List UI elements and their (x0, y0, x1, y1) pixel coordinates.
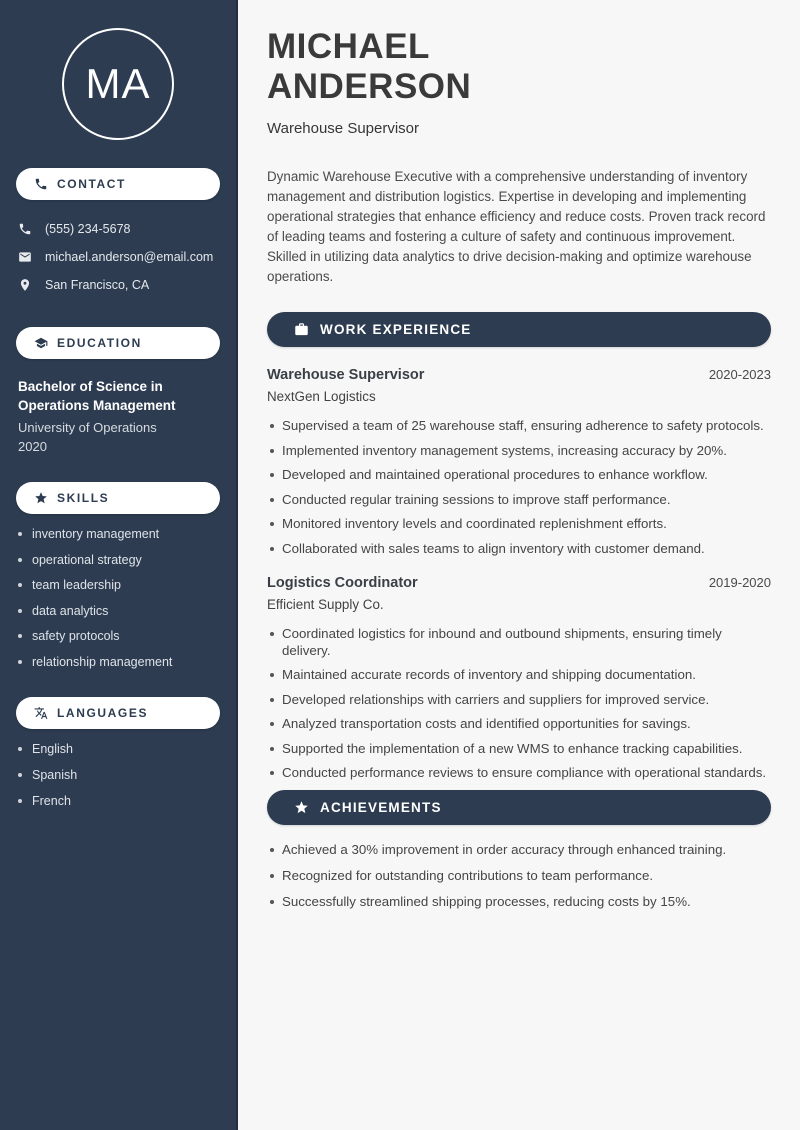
job-bullet: Conducted regular training sessions to improve staff performance. (267, 492, 771, 509)
star-icon (34, 491, 48, 505)
education-degree: Bachelor of Science in Operations Management (18, 379, 176, 413)
avatar (62, 28, 174, 140)
languages-list (16, 742, 220, 808)
job-entry (267, 367, 771, 557)
candidate-name (267, 27, 771, 107)
education-entry (16, 377, 220, 454)
achievements-title: ACHIEVEMENTS (320, 799, 442, 815)
star-icon (294, 800, 309, 815)
job-bullet: Monitored inventory levels and coordinated replenishment efforts. (267, 516, 771, 533)
achievement-bullet: Recognized for outstanding contributions to team performance. (267, 868, 771, 885)
job-bullet: Developed and maintained operational procedures to enhance workflow. (267, 467, 771, 484)
job-dates: 2020-2023 (708, 367, 771, 382)
contact-location-text: San Francisco, CA (45, 278, 150, 292)
job-entry (267, 575, 771, 782)
first-name: MICHAEL (267, 27, 430, 66)
candidate-job-title: Warehouse Supervisor (267, 120, 420, 137)
languages-section-header (16, 697, 220, 729)
job-bullet: Collaborated with sales teams to align inventory with customer demand. (267, 541, 771, 558)
job-bullet-list (267, 626, 771, 782)
job-bullet: Analyzed transportation costs and identified opportunities for savings. (267, 716, 771, 733)
job-header (267, 575, 771, 591)
last-name: ANDERSON (267, 67, 472, 106)
languages-section-title: LANGUAGES (57, 705, 149, 720)
sidebar (0, 0, 238, 1130)
contact-phone (16, 215, 220, 243)
summary-paragraph: Dynamic Warehouse Executive with a comprehensive understanding of inventory management and distribution logistics. Expertise in developing and implementing operational strategies that enhance efficiency and reduce costs. Proven track record of leading teams and fostering a culture of safety and continuous improvement. Skilled in utilizing data analytics to drive decision-making and optimize warehouse operations. (267, 169, 766, 284)
job-name: Logistics Coordinator (267, 575, 418, 591)
skill-item: inventory management (18, 527, 218, 541)
work-experience-title: WORK EXPERIENCE (320, 322, 472, 337)
contact-section-title: CONTACT (57, 177, 126, 191)
job-bullet: Supported the implementation of a new WMS to enhance tracking capabilities. (267, 741, 771, 758)
job-bullet: Coordinated logistics for inbound and outbound shipments, ensuring timely delivery. (267, 626, 771, 659)
work-experience-section-header (267, 312, 771, 347)
job-bullet: Maintained accurate records of inventory and shipping documentation. (267, 667, 771, 684)
skills-list (16, 527, 220, 669)
contact-email-text: michael.anderson@email.com (45, 250, 214, 264)
language-item: Spanish (18, 768, 218, 782)
achievements-section-header (267, 790, 771, 825)
job-bullet: Developed relationships with carriers and suppliers for improved service. (267, 692, 771, 709)
translate-icon (34, 706, 48, 720)
language-item: French (18, 794, 218, 808)
education-year: 2020 (18, 439, 47, 454)
job-bullet: Implemented inventory management systems, increasing accuracy by 20%. (267, 443, 771, 460)
language-item: English (18, 742, 218, 756)
skill-item: relationship management (18, 655, 218, 669)
education-section-title: EDUCATION (57, 336, 142, 350)
achievements-list (267, 842, 771, 911)
avatar-initials: MA (85, 60, 151, 107)
job-dates: 2019-2020 (708, 575, 771, 590)
job-company: NextGen Logistics (267, 389, 376, 404)
job-name: Warehouse Supervisor (267, 367, 425, 383)
achievement-bullet: Achieved a 30% improvement in order accuracy through enhanced training. (267, 842, 771, 859)
job-bullet: Conducted performance reviews to ensure compliance with operational standards. (267, 765, 771, 782)
phone-icon (34, 177, 48, 191)
education-section-header (16, 327, 220, 359)
contact-email (16, 243, 220, 271)
education-school: University of Operations (18, 420, 157, 435)
skills-section-title: SKILLS (57, 491, 110, 505)
contact-section-header (16, 168, 220, 200)
mail-icon (18, 250, 32, 264)
skill-item: data analytics (18, 604, 218, 618)
briefcase-icon (294, 322, 309, 337)
contact-location (16, 271, 220, 299)
achievement-bullet: Successfully streamlined shipping processes, reducing costs by 15%. (267, 894, 771, 911)
graduation-cap-icon (34, 336, 48, 350)
skills-section-header (16, 482, 220, 514)
location-icon (18, 278, 32, 292)
main-content (238, 0, 800, 1130)
job-company: Efficient Supply Co. (267, 597, 384, 612)
job-bullet-list (267, 418, 771, 557)
contact-list (16, 215, 220, 299)
job-header (267, 367, 771, 383)
skill-item: safety protocols (18, 629, 218, 643)
job-bullet: Supervised a team of 25 warehouse staff, ensuring adherence to safety protocols. (267, 418, 771, 435)
skill-item: team leadership (18, 578, 218, 592)
contact-phone-text: (555) 234-5678 (45, 222, 131, 236)
phone-icon (18, 222, 32, 236)
skill-item: operational strategy (18, 553, 218, 567)
